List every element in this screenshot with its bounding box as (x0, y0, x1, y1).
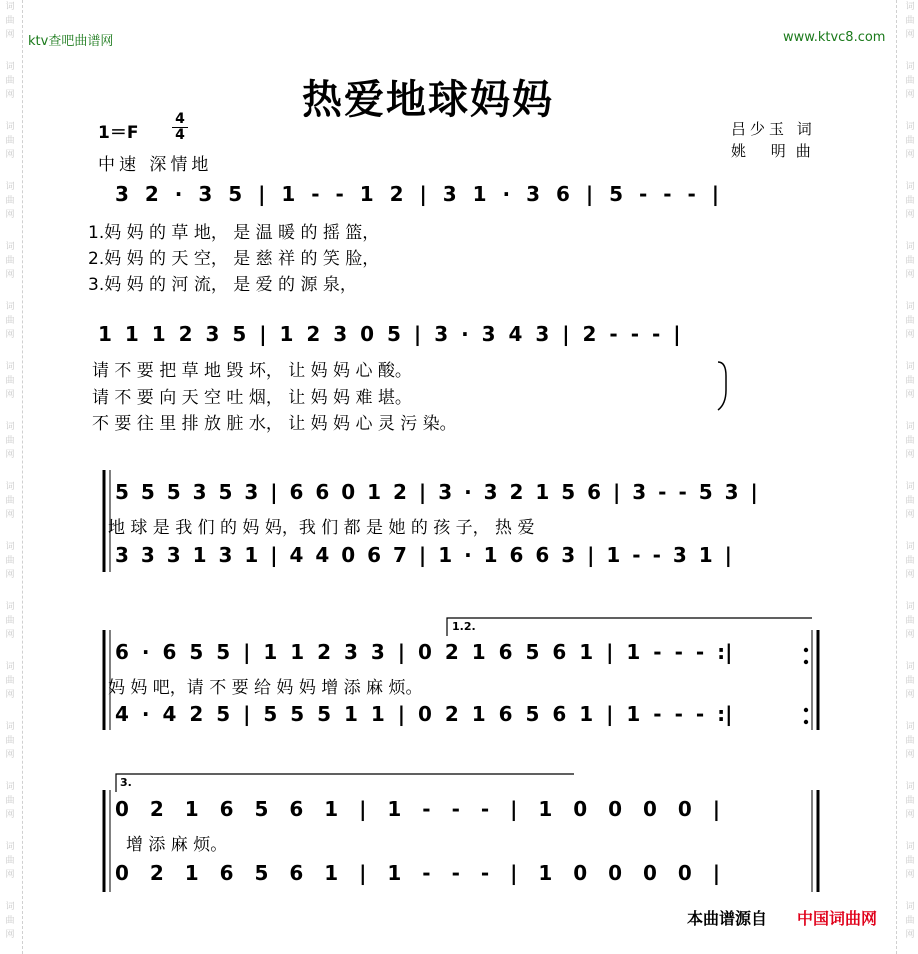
volta-3: 3. (120, 776, 132, 789)
watermark-glyph: 网 (5, 90, 15, 100)
repeat-dot (804, 720, 808, 724)
watermark-glyph: 曲 (905, 196, 915, 206)
watermark-glyph: 词 (5, 242, 15, 252)
time-bottom: 4 (175, 127, 185, 143)
watermark-glyph: 词 (905, 542, 915, 552)
lyricist-credit: 吕少玉 词 (731, 120, 816, 138)
watermark-glyph: 网 (5, 390, 15, 400)
watermark-glyph: 词 (905, 422, 915, 432)
lyric-row-3: 地 球 是 我 们 的 妈 妈，我 们 都 是 她 的 孩 子， 热 爱 (108, 518, 535, 538)
watermark-glyph: 词 (5, 602, 15, 612)
volta-line-1-2 (447, 618, 812, 636)
watermark-glyph: 曲 (905, 616, 915, 626)
watermark-glyph: 网 (5, 930, 15, 940)
notation-row-2: 1 1 1 2 3 5 | 1 2 3 0 5 | 3 · 3 4 3 | 2 - - - | (98, 322, 681, 346)
watermark-glyph: 网 (5, 270, 15, 280)
watermark-glyph: 曲 (905, 796, 915, 806)
watermark-glyph: 词 (905, 482, 915, 492)
watermark-glyph: 曲 (905, 16, 915, 26)
watermark-glyph: 网 (905, 150, 915, 160)
watermark-glyph: 词 (905, 2, 915, 12)
watermark-glyph: 词 (905, 602, 915, 612)
tempo-marking: 中速 深情地 (98, 155, 213, 175)
notation-row-4-melody: 6 · 6 5 5 | 1 1 2 3 3 | 0 2 1 6 5 6 1 | 1 - - - :| (115, 640, 733, 664)
watermark-glyph: 词 (5, 182, 15, 192)
watermark-glyph: 词 (5, 302, 15, 312)
watermark-glyph: 词 (905, 182, 915, 192)
notation-row-3-harmony: 3 3 3 1 3 1 | 4 4 0 6 7 | 1 · 1 6 6 3 | 1 - - 3 1 | (115, 543, 732, 567)
watermark-glyph: 网 (905, 870, 915, 880)
key-signature: 1＝F (98, 123, 139, 143)
volta-line-3 (116, 774, 574, 792)
watermark-glyph: 网 (5, 570, 15, 580)
watermark-glyph: 词 (905, 722, 915, 732)
watermark-glyph: 词 (5, 2, 15, 12)
watermark-glyph: 曲 (905, 256, 915, 266)
watermark-glyph: 网 (905, 270, 915, 280)
watermark-glyph: 网 (905, 30, 915, 40)
song-title: 热爱地球妈妈 (302, 77, 554, 123)
watermark-glyph: 曲 (5, 916, 15, 926)
lyric-row-5: 增 添 麻 烦。 (126, 835, 228, 855)
lyric-row-1-verse-2: 2.妈 妈 的 天 空， 是 慈 祥 的 笑 脸， (88, 249, 380, 269)
watermark-glyph: 词 (905, 902, 915, 912)
watermark-glyph: 词 (905, 122, 915, 132)
watermark-glyph: 词 (5, 62, 15, 72)
watermark-glyph: 网 (5, 150, 15, 160)
watermark-glyph: 曲 (905, 436, 915, 446)
site-url-right[interactable]: www.ktvc8.com (783, 30, 886, 45)
watermark-glyph: 词 (905, 842, 915, 852)
watermark-glyph: 曲 (905, 916, 915, 926)
watermark-glyph: 曲 (905, 736, 915, 746)
watermark-glyph: 词 (905, 662, 915, 672)
watermark-glyph: 曲 (5, 436, 15, 446)
watermark-glyph: 网 (905, 210, 915, 220)
watermark-glyph: 词 (905, 782, 915, 792)
watermark-glyph: 网 (905, 750, 915, 760)
notation-row-5-melody: 0 2 1 6 5 6 1 | 1 - - - | 1 0 0 0 0 | (115, 797, 721, 821)
watermark-glyph: 曲 (5, 196, 15, 206)
watermark-glyph: 曲 (905, 856, 915, 866)
watermark-glyph: 网 (5, 330, 15, 340)
watermark-glyph: 词 (5, 422, 15, 432)
watermark-glyph: 网 (905, 630, 915, 640)
site-name-left[interactable]: ktv查吧曲谱网 (28, 34, 114, 49)
watermark-glyph: 词 (5, 782, 15, 792)
watermark-glyph: 网 (5, 210, 15, 220)
time-top: 4 (175, 111, 185, 127)
watermark-glyph: 词 (5, 842, 15, 852)
source-credit-label: 本曲谱源自 (687, 909, 768, 928)
watermark-glyph: 网 (905, 390, 915, 400)
watermark-glyph: 网 (905, 930, 915, 940)
watermark-glyph: 网 (905, 570, 915, 580)
repeat-dot (804, 648, 808, 652)
watermark-glyph: 网 (905, 450, 915, 460)
watermark-glyph: 词 (905, 362, 915, 372)
notation-row-3-melody: 5 5 5 3 5 3 | 6 6 0 1 2 | 3 · 3 2 1 5 6 | 3 - - 5 3 | (115, 480, 758, 504)
watermark-glyph: 词 (5, 122, 15, 132)
repeat-dot (804, 660, 808, 664)
watermark-glyph: 网 (905, 690, 915, 700)
watermark-glyph: 曲 (905, 136, 915, 146)
watermark-glyph: 网 (905, 810, 915, 820)
lyric-row-2-verse-3: 不 要 往 里 排 放 脏 水， 让 妈 妈 心 灵 污 染。 (92, 414, 457, 434)
watermark-glyph: 词 (905, 302, 915, 312)
watermark-glyph: 词 (905, 62, 915, 72)
watermark-glyph: 曲 (905, 316, 915, 326)
notation-row-4-harmony: 4 · 4 2 5 | 5 5 5 1 1 | 0 2 1 6 5 6 1 | 1 - - - :| (115, 702, 733, 726)
watermark-glyph: 网 (905, 90, 915, 100)
lyric-row-4: 妈 妈 吧，请 不 要 给 妈 妈 增 添 麻 烦。 (108, 678, 423, 698)
watermark-glyph: 网 (5, 450, 15, 460)
watermark-glyph: 网 (905, 510, 915, 520)
watermark-glyph: 词 (905, 242, 915, 252)
lyric-row-1-verse-3: 3.妈 妈 的 河 流， 是 爱 的 源 泉， (88, 275, 357, 295)
watermark-glyph: 网 (905, 330, 915, 340)
volta-1-2: 1.2. (452, 620, 476, 633)
watermark-glyph: 曲 (905, 376, 915, 386)
lyric-row-1-verse-1: 1.妈 妈 的 草 地， 是 温 暖 的 摇 篮， (88, 223, 380, 243)
watermark-glyph: 曲 (5, 256, 15, 266)
watermark-glyph: 曲 (905, 76, 915, 86)
watermark-glyph: 词 (5, 722, 15, 732)
watermark-glyph: 曲 (5, 136, 15, 146)
repeat-dot (804, 708, 808, 712)
verse-brace (718, 362, 726, 410)
watermark-glyph: 曲 (5, 556, 15, 566)
watermark-glyph: 曲 (5, 376, 15, 386)
watermark-glyph: 网 (5, 750, 15, 760)
watermark-glyph: 曲 (5, 316, 15, 326)
watermark-glyph: 曲 (5, 856, 15, 866)
watermark-glyph: 曲 (905, 556, 915, 566)
notation-row-5-harmony: 0 2 1 6 5 6 1 | 1 - - - | 1 0 0 0 0 | (115, 861, 721, 885)
watermark-glyph: 网 (5, 690, 15, 700)
watermark-glyph: 词 (5, 482, 15, 492)
watermark-glyph: 曲 (5, 16, 15, 26)
watermark-glyph: 曲 (5, 736, 15, 746)
lyric-row-2-verse-2: 请 不 要 向 天 空 吐 烟， 让 妈 妈 难 堪。 (92, 388, 412, 408)
watermark-glyph: 曲 (5, 496, 15, 506)
watermark-glyph: 词 (5, 362, 15, 372)
watermark-glyph: 网 (5, 870, 15, 880)
watermark-glyph: 词 (5, 542, 15, 552)
watermark-glyph: 词 (5, 662, 15, 672)
watermark-glyph: 网 (5, 510, 15, 520)
watermark-glyph: 曲 (905, 496, 915, 506)
watermark-glyph: 网 (5, 630, 15, 640)
notation-row-1: 3 2 · 3 5 | 1 - - 1 2 | 3 1 · 3 6 | 5 - - - | (115, 182, 720, 206)
watermark-glyph: 曲 (5, 76, 15, 86)
watermark-glyph: 曲 (5, 676, 15, 686)
watermark-glyph: 曲 (905, 676, 915, 686)
lyric-row-2-verse-1: 请 不 要 把 草 地 毁 坏， 让 妈 妈 心 酸。 (92, 361, 412, 381)
watermark-glyph: 词 (5, 902, 15, 912)
watermark-glyph: 网 (5, 810, 15, 820)
source-credit-site[interactable]: 中国词曲网 (797, 909, 878, 928)
watermark-glyph: 网 (5, 30, 15, 40)
composer-credit: 姚 明曲 (731, 142, 821, 160)
watermark-glyph: 曲 (5, 616, 15, 626)
watermark-glyph: 曲 (5, 796, 15, 806)
